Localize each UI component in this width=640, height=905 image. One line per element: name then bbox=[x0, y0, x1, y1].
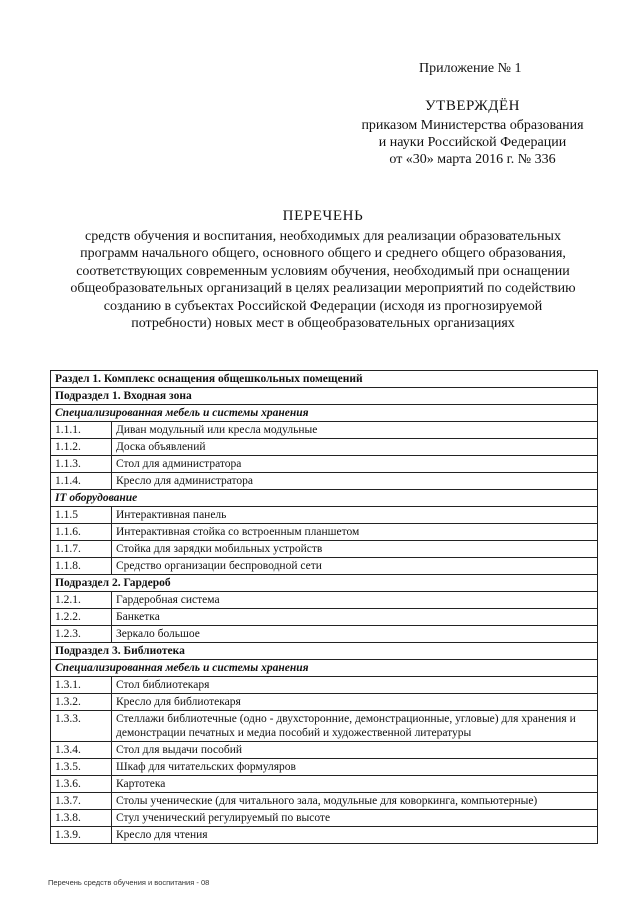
section-header-row bbox=[51, 371, 598, 388]
table-row bbox=[51, 609, 598, 626]
table-row bbox=[51, 473, 598, 490]
appendix-label: Приложение № 1 bbox=[419, 61, 522, 76]
item-number: 1.3.6. bbox=[51, 776, 112, 793]
item-number: 1.3.7. bbox=[51, 793, 112, 810]
group-header-row bbox=[51, 660, 598, 677]
item-number: 1.3.5. bbox=[51, 759, 112, 776]
group-title: Специализированная мебель и системы хранения bbox=[51, 660, 598, 677]
section-title: Раздел 1. Комплекс оснащения общешкольных помещений bbox=[51, 371, 598, 388]
item-number: 1.3.1. bbox=[51, 677, 112, 694]
section-title: Подраздел 3. Библиотека bbox=[51, 643, 598, 660]
title-line: программ начального общего, основного общего и среднего общего образования, bbox=[80, 246, 566, 261]
table-row bbox=[51, 793, 598, 810]
table-row bbox=[51, 541, 598, 558]
item-name: Столы ученические (для читального зала, модульные для коворкинга, компьютерные) bbox=[112, 793, 598, 810]
item-name: Картотека bbox=[112, 776, 598, 793]
section-header-row bbox=[51, 643, 598, 660]
section-title: Подраздел 2. Гардероб bbox=[51, 575, 598, 592]
item-number: 1.3.4. bbox=[51, 742, 112, 759]
item-number: 1.1.4. bbox=[51, 473, 112, 490]
item-number: 1.1.8. bbox=[51, 558, 112, 575]
order-line: и науки Российской Федерации bbox=[378, 135, 567, 150]
item-name: Стеллажи библиотечные (одно - двухсторонние, демонстрационные, угловые) для хранения и демонстрации печатных и медиа пособий и художественной литературы bbox=[112, 711, 598, 742]
item-name: Стол для выдачи пособий bbox=[112, 742, 598, 759]
item-number: 1.2.1. bbox=[51, 592, 112, 609]
item-number: 1.3.2. bbox=[51, 694, 112, 711]
table-row bbox=[51, 592, 598, 609]
item-number: 1.2.3. bbox=[51, 626, 112, 643]
item-name: Банкетка bbox=[112, 609, 598, 626]
table-row bbox=[51, 456, 598, 473]
item-name: Стол библиотекаря bbox=[112, 677, 598, 694]
item-name: Зеркало большое bbox=[112, 626, 598, 643]
item-name: Кресло для библиотекаря bbox=[112, 694, 598, 711]
item-number: 1.1.6. bbox=[51, 524, 112, 541]
table-row bbox=[51, 626, 598, 643]
table-row bbox=[51, 507, 598, 524]
document-title-block bbox=[40, 208, 606, 333]
table-row bbox=[51, 776, 598, 793]
item-number: 1.1.2. bbox=[51, 439, 112, 456]
table-row bbox=[51, 558, 598, 575]
item-name: Шкаф для читательских формуляров bbox=[112, 759, 598, 776]
group-title: Специализированная мебель и системы хранения bbox=[51, 405, 598, 422]
item-number: 1.1.1. bbox=[51, 422, 112, 439]
group-header-row bbox=[51, 490, 598, 507]
equipment-table-body bbox=[51, 371, 598, 844]
item-name: Доска объявлений bbox=[112, 439, 598, 456]
item-number: 1.3.3. bbox=[51, 711, 112, 742]
title-line: соответствующих современным условиям обучения, необходимый при оснащении bbox=[76, 263, 570, 279]
equipment-table bbox=[50, 370, 598, 844]
title-line: созданию в субъектах Российской Федерации (исходя из прогнозируемой bbox=[103, 298, 543, 314]
item-number: 1.1.7. bbox=[51, 541, 112, 558]
item-name: Интерактивная панель bbox=[112, 507, 598, 524]
item-name: Кресло для чтения bbox=[112, 827, 598, 844]
title-line: общеобразовательных организаций в целях реализации мероприятий по содействию bbox=[70, 281, 576, 296]
title-line: потребности) новых мест в общеобразовательных организациях bbox=[131, 316, 515, 331]
item-number: 1.3.8. bbox=[51, 810, 112, 827]
table-row bbox=[51, 694, 598, 711]
item-number: 1.1.5 bbox=[51, 507, 112, 524]
item-number: 1.3.9. bbox=[51, 827, 112, 844]
table-row bbox=[51, 524, 598, 541]
item-name: Средство организации беспроводной сети bbox=[112, 558, 598, 575]
item-number: 1.1.3. bbox=[51, 456, 112, 473]
item-name: Диван модульный или кресла модульные bbox=[112, 422, 598, 439]
table-row bbox=[51, 711, 598, 742]
item-name: Кресло для администратора bbox=[112, 473, 598, 490]
approved-label: УТВЕРЖДЁН bbox=[425, 98, 520, 114]
title-line: средств обучения и воспитания, необходимых для реализации образовательных bbox=[85, 228, 561, 244]
item-name: Стул ученический регулируемый по высоте bbox=[112, 810, 598, 827]
item-name: Интерактивная стойка со встроенным планшетом bbox=[112, 524, 598, 541]
table-row bbox=[51, 439, 598, 456]
table-row bbox=[51, 827, 598, 844]
section-header-row bbox=[51, 388, 598, 405]
section-title: Подраздел 1. Входная зона bbox=[51, 388, 598, 405]
table-row bbox=[51, 810, 598, 827]
section-header-row bbox=[51, 575, 598, 592]
item-name: Гардеробная система bbox=[112, 592, 598, 609]
table-row bbox=[51, 422, 598, 439]
order-line: от «30» марта 2016 г. № 336 bbox=[389, 152, 556, 167]
table-row bbox=[51, 759, 598, 776]
item-number: 1.2.2. bbox=[51, 609, 112, 626]
item-name: Стол для администратора bbox=[112, 456, 598, 473]
item-name: Стойка для зарядки мобильных устройств bbox=[112, 541, 598, 558]
page-footer: Перечень средств обучения и воспитания - 08 bbox=[48, 878, 210, 887]
group-title: IT оборудование bbox=[51, 490, 598, 507]
document-title: ПЕРЕЧЕНЬ bbox=[282, 208, 364, 224]
order-line: приказом Министерства образования bbox=[361, 118, 584, 133]
group-header-row bbox=[51, 405, 598, 422]
table-row bbox=[51, 677, 598, 694]
approval-header bbox=[330, 60, 615, 168]
table-row bbox=[51, 742, 598, 759]
